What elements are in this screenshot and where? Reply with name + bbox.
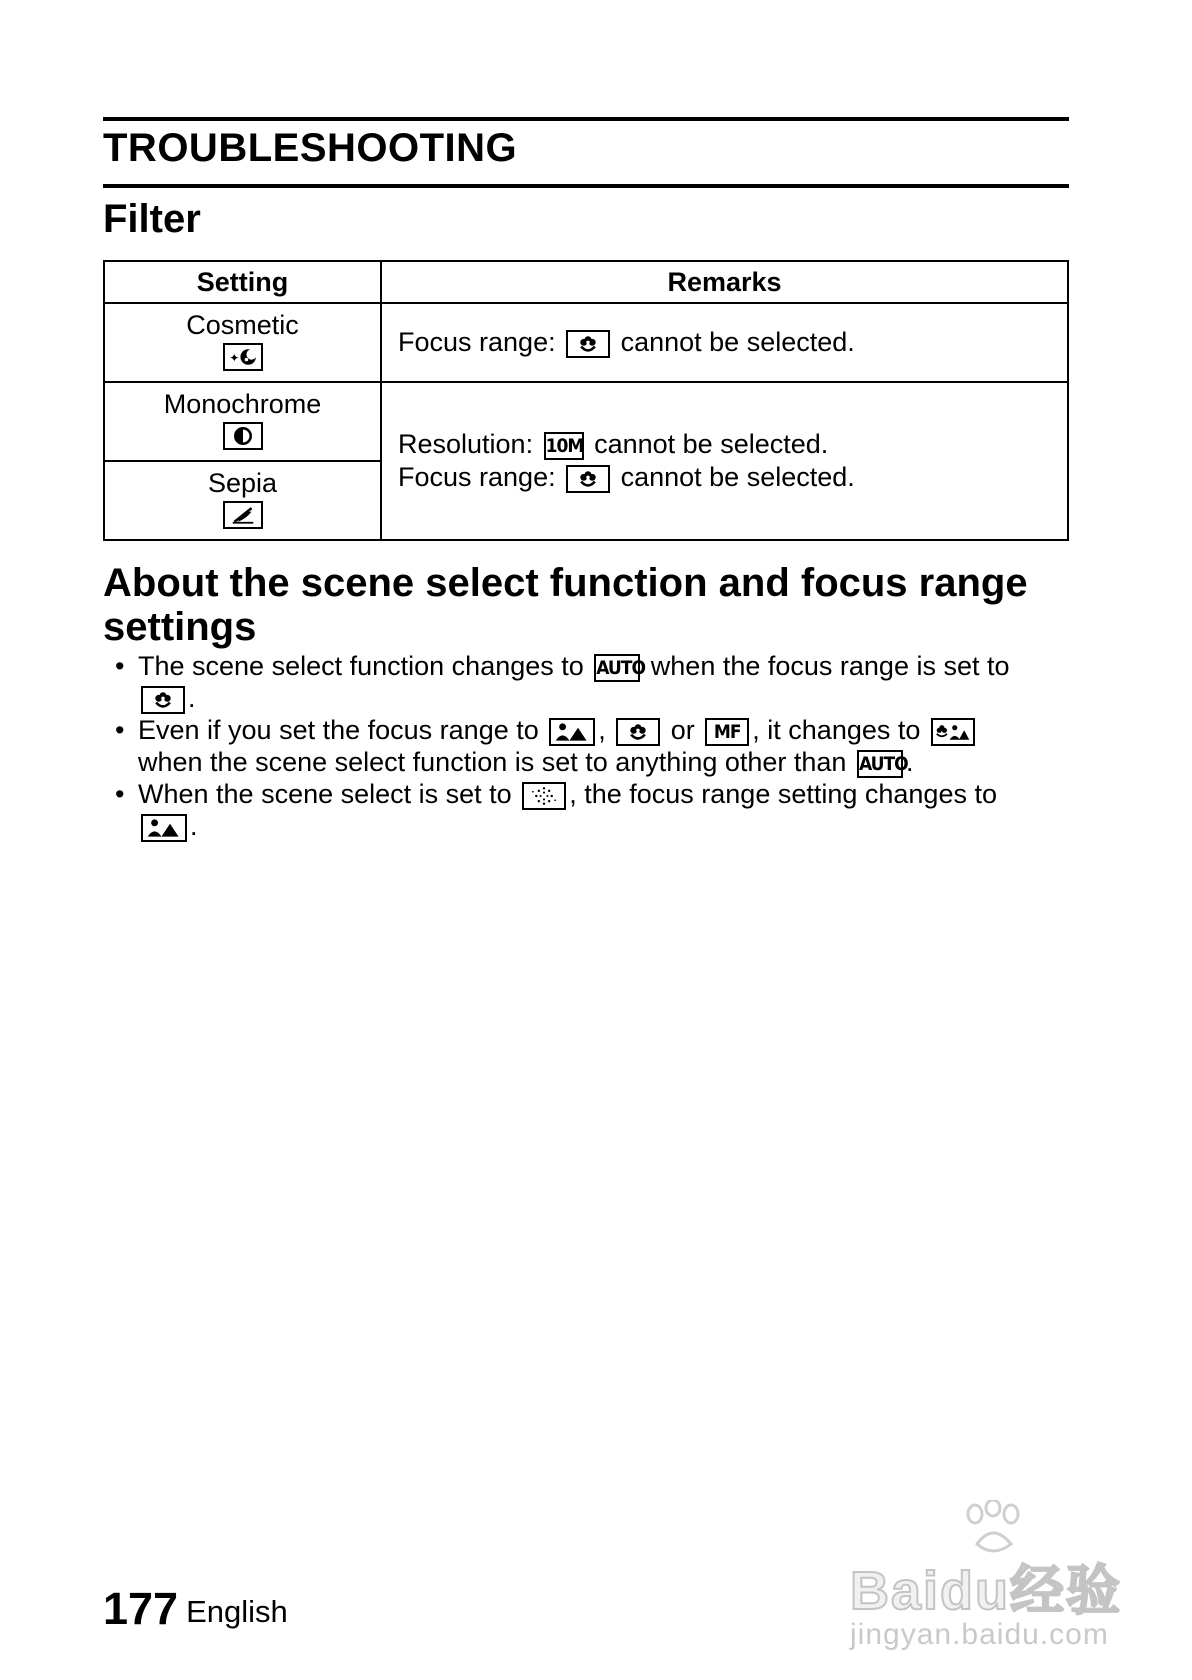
bullet-text: when the focus range is set to xyxy=(643,651,1010,681)
remark-text: cannot be selected. xyxy=(613,462,855,492)
setting-label-monochrome: Monochrome xyxy=(163,389,322,419)
table-row xyxy=(104,303,1068,382)
macro-flower-icon xyxy=(616,718,660,746)
remark-text: Resolution: xyxy=(398,429,541,459)
remark-cell-cosmetic xyxy=(381,303,1068,382)
bullet-dot: • xyxy=(115,779,125,809)
monochrome-icon xyxy=(223,422,263,450)
setting-label-sepia: Sepia xyxy=(207,468,278,498)
bullet-text: The scene select function changes to xyxy=(138,651,592,681)
watermark-logo: Baidu经验 xyxy=(850,1561,1123,1621)
column-header-setting: Setting xyxy=(104,261,381,303)
baidu-watermark xyxy=(850,1500,1150,1660)
manual-focus-icon: MF xyxy=(705,718,749,746)
filter-table xyxy=(103,260,1069,541)
auto-mode-icon: AUTO xyxy=(857,750,903,778)
setting-cell-cosmetic xyxy=(104,303,381,382)
header-bottom-rule xyxy=(103,184,1069,188)
page-footer xyxy=(103,1583,288,1635)
bullet-dot: • xyxy=(115,715,125,745)
bullet-dot: • xyxy=(115,651,125,681)
remark-text: cannot be selected. xyxy=(613,327,855,357)
bullet-text: or xyxy=(663,715,703,745)
bullet-text: , the focus range setting changes to xyxy=(569,779,997,809)
list-item xyxy=(103,650,1083,714)
bullet-text: , xyxy=(598,715,614,745)
header-top-rule xyxy=(103,117,1069,121)
table-header-row xyxy=(104,261,1068,303)
remark-cell-monochrome-sepia xyxy=(381,382,1068,540)
macro-flower-icon xyxy=(566,330,610,358)
bullet-text: Even if you set the focus range to xyxy=(138,715,547,745)
about-scene-select-heading: About the scene select function and focus range settings xyxy=(103,561,1028,649)
bullet-text: when the scene select function is set to anything other than xyxy=(138,747,854,777)
fireworks-scene-icon xyxy=(522,782,566,810)
auto-mode-icon: AUTO xyxy=(594,654,640,682)
super-macro-focus-icon xyxy=(931,718,975,746)
page-number: 177 xyxy=(103,1583,179,1634)
bullet-text: When the scene select is set to xyxy=(138,779,520,809)
filter-heading: Filter xyxy=(103,197,201,241)
cosmetic-icon xyxy=(223,343,263,371)
remark-text: cannot be selected. xyxy=(586,429,829,459)
setting-cell-sepia xyxy=(104,461,381,540)
sepia-icon xyxy=(223,501,263,529)
bullet-list xyxy=(103,650,1083,842)
list-item xyxy=(103,714,1083,778)
macro-flower-icon xyxy=(141,686,185,714)
resolution-10m-icon: 10M xyxy=(544,432,584,460)
table-row xyxy=(104,382,1068,461)
bullet-text: . xyxy=(905,747,914,777)
macro-flower-icon xyxy=(566,465,610,493)
bullet-text: . xyxy=(190,811,198,841)
list-item xyxy=(103,778,1083,842)
standard-focus-icon xyxy=(141,814,187,842)
bullet-text: . xyxy=(188,683,196,713)
setting-cell-monochrome xyxy=(104,382,381,461)
section-header: TROUBLESHOOTING xyxy=(103,126,518,170)
watermark-url: jingyan.baidu.com xyxy=(850,1618,1109,1651)
svg-text:✦: ✦ xyxy=(228,351,239,366)
column-header-remarks: Remarks xyxy=(381,261,1068,303)
remark-text: Focus range: xyxy=(398,327,564,357)
footer-language: English xyxy=(186,1594,288,1629)
remark-text: Focus range: xyxy=(398,462,564,492)
bullet-text: , it changes to xyxy=(752,715,928,745)
setting-label-cosmetic: Cosmetic xyxy=(186,310,299,340)
standard-focus-icon xyxy=(549,718,595,746)
